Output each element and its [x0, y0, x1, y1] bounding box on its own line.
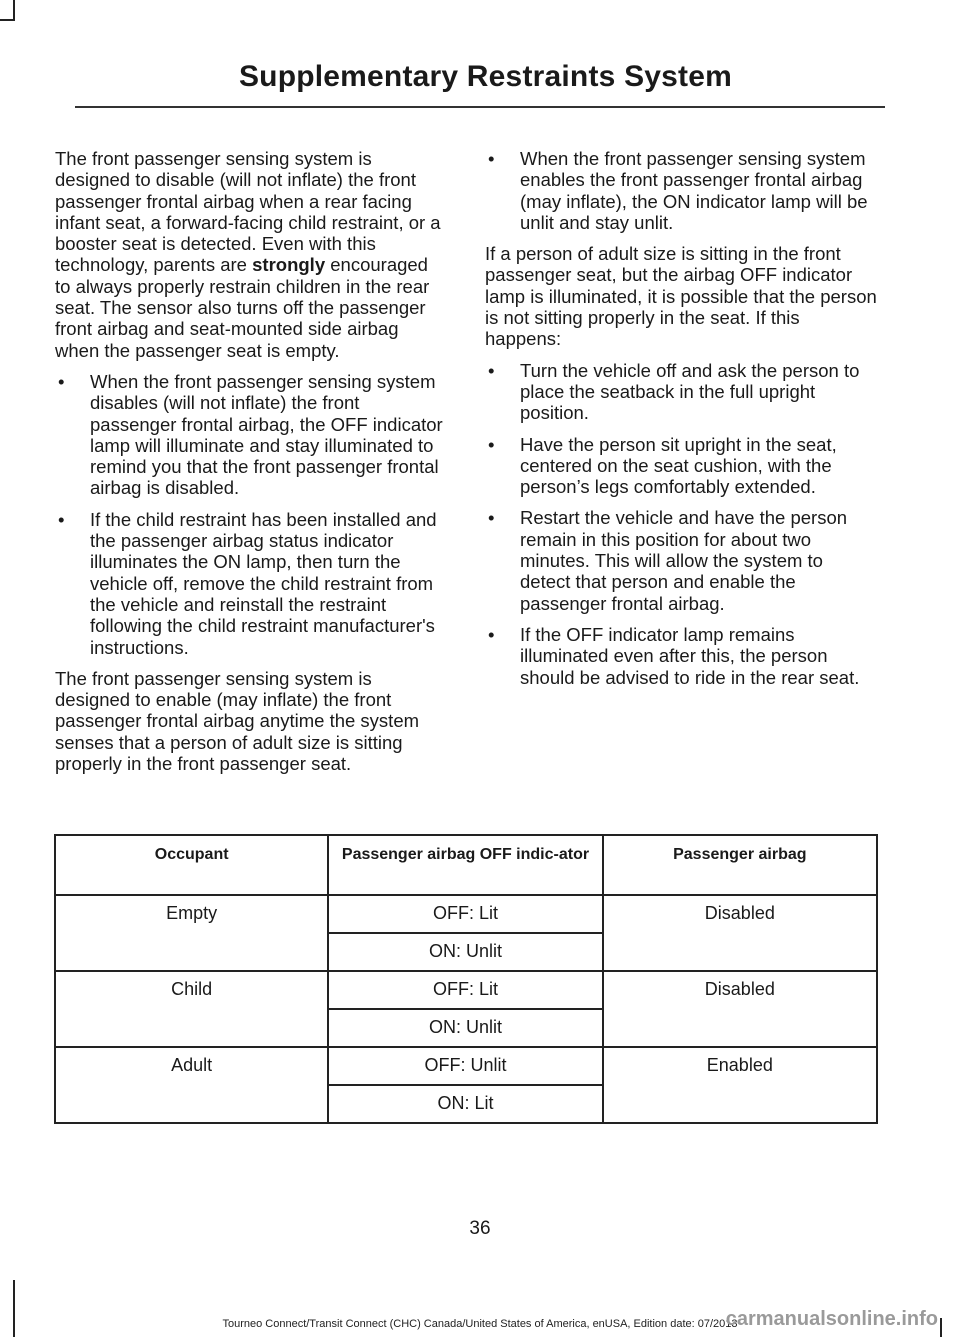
indicator-cell: ON: Lit	[328, 1085, 602, 1123]
airbag-cell: Disabled	[603, 895, 877, 971]
list-item: • If the child restraint has been installed and the passenger airbag status indicator illuminates the ON lamp, then turn the vehicle off, remove the child restraint from the vehicle and reinstall the restraint following the child restraint manufacturer's instructions.	[58, 508, 437, 658]
header-divider	[75, 106, 885, 108]
table-header-row	[55, 835, 877, 895]
right-column	[485, 148, 877, 698]
indicator-cell: ON: Unlit	[328, 1009, 602, 1047]
list-item: • If the OFF indicator lamp remains illuminated even after this, the person should be advised to ride in the rear seat.	[488, 623, 860, 688]
column-header-occupant: Occupant	[55, 835, 328, 895]
occupant-cell: Empty	[55, 895, 328, 971]
column-header-airbag: Passenger airbag	[603, 835, 877, 895]
bullet-list	[55, 371, 447, 658]
page-number: 36	[469, 1218, 491, 1239]
left-column	[55, 148, 447, 784]
bullet-list	[485, 148, 877, 233]
list-item: • When the front passenger sensing system disables (will not inflate) the front passenger frontal airbag, the OFF indicator lamp will illuminate and stay illuminated to remind you that the front passenger frontal airbag is disabled.	[58, 370, 443, 499]
table-row	[55, 895, 877, 933]
list-item: • Restart the vehicle and have the person remain in this position for about two minutes. This will allow the system to detect that person and enable the passenger frontal airbag.	[488, 507, 848, 614]
table-row	[55, 971, 877, 1009]
indicator-cell: ON: Unlit	[328, 933, 602, 971]
intro-paragraph: The front passenger sensing system is designed to disable (will not inflate) the front passenger frontal airbag when a rear facing infant seat, a forward-facing child restraint, or a booster seat is detected. Even with this technology, parents are strongly encouraged to always properly restrain children in the rear seat. The sensor also turns off the passenger front airbag and seat-mounted side airbag when the passenger seat is empty.	[55, 148, 441, 361]
crop-mark	[13, 0, 15, 20]
airbag-cell: Disabled	[603, 971, 877, 1047]
airbag-cell: Enabled	[603, 1047, 877, 1123]
adult-paragraph: If a person of adult size is sitting in the front passenger seat, but the airbag OFF indicator lamp is illuminated, it is possible that the person is not sitting properly in the seat. If this happens:	[485, 243, 877, 350]
indicator-cell: OFF: Lit	[328, 971, 602, 1009]
occupant-status-table	[54, 834, 878, 1124]
enable-paragraph: The front passenger sensing system is designed to enable (may inflate) the front passenger frontal airbag anytime the system senses that a person of adult size is sitting properly in the front passenger seat.	[55, 667, 420, 775]
list-item: • When the front passenger sensing system enables the front passenger frontal airbag (may inflate), the ON indicator lamp will be unlit and stay unlit.	[488, 148, 868, 233]
indicator-cell: OFF: Lit	[328, 895, 602, 933]
list-item: • Turn the vehicle off and ask the person to place the seatback in the full upright position.	[488, 359, 860, 424]
occupant-cell: Child	[55, 971, 328, 1047]
page-title: Supplementary Restraints System	[238, 60, 732, 93]
footer-edition-info: Tourneo Connect/Transit Connect (CHC) Canada/United States of America, enUSA, Edition date: 07/2013	[222, 1318, 738, 1330]
table-row	[55, 1047, 877, 1085]
column-header-indicator: Passenger airbag OFF indic-ator	[328, 835, 602, 895]
bullet-list	[485, 360, 877, 688]
crop-mark	[0, 19, 15, 21]
occupant-cell: Adult	[55, 1047, 328, 1123]
watermark-logo: carmanualsonline.info	[725, 1308, 938, 1330]
list-item: • Have the person sit upright in the seat, centered on the seat cushion, with the person’s legs comfortably extended.	[488, 433, 837, 498]
indicator-cell: OFF: Unlit	[328, 1047, 602, 1085]
emphasis-strongly: strongly	[252, 254, 326, 276]
